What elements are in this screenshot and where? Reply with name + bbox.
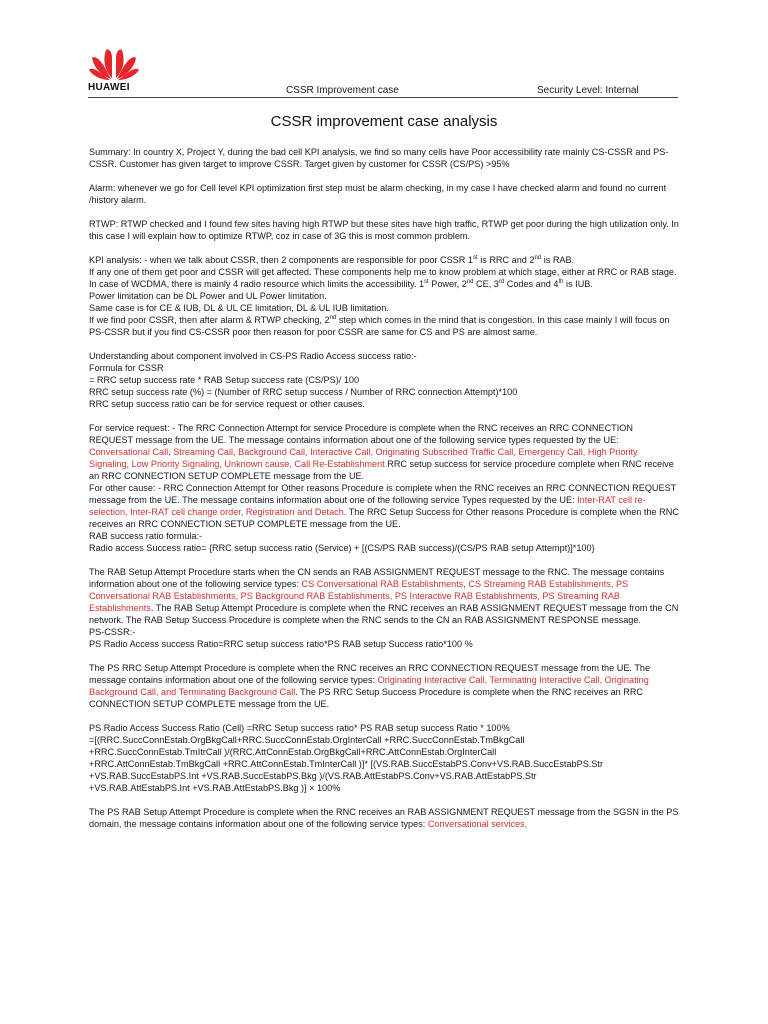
counter-line-2: =[(RRC.SuccConnEstab.OrgBkgCall+RRC.SuccConnEstab.OrgInterCall +RRC.SuccConnEstab.TmBkgCall <box>89 735 525 745</box>
kpi-line-2: If any one of them get poor and CSSR will get affected. These components help me to know problem at which stage, either at RRC or RAB stage. <box>89 267 677 277</box>
ps-rab-paragraph: The PS RAB Setup Attempt Procedure is complete when the RNC receives an RAB ASSIGNMENT REQUEST message from the SGSN in the PS domain, the message contains information about one of the following service types: Conversational services, <box>89 807 679 829</box>
document-title: CSSR improvement case analysis <box>270 113 498 130</box>
counter-line-3: +RRC.SuccConnEstab.TmItrCall )/(RRC.AttConnEstab.OrgBkgCall+RRC.AttConnEstab.OrgInterCall <box>89 747 497 757</box>
rab-formula-label: RAB success ratio formula:- <box>89 531 203 541</box>
page-header <box>0 0 768 100</box>
ps-cssr-label: PS-CSSR:- <box>89 627 136 637</box>
ps-rrc-paragraph: The PS RRC Setup Attempt Procedure is complete when the RNC receives an RRC CONNECTION REQUEST message from the UE. The message contains information about one of the following service types: Originating Interactive Call, Terminating Interactive Call, Originating Background Call, and Terminating Background Call. The PS RRC Setup Success Procedure is complete when the RNC receives an RRC CONNECTION SETUP COMPLETE message from the UE. <box>89 663 651 709</box>
kpi-line-3: In case of WCDMA, there is mainly 4 radio resource which limits the accessibility. 1st Power, 2nd CE, 3rd Codes and 4th is IUB. <box>89 278 593 289</box>
formula-line-4: RRC setup success rate (%) = (Number of RRC setup success / Number of RRC connection Attempt)*100 <box>89 387 518 397</box>
kpi-line-4: Power limitation can be DL Power and UL Power limitation. <box>89 291 327 301</box>
kpi-line-1: KPI analysis: - when we talk about CSSR, then 2 components are responsible for poor CSSR 1st is RRC and 2nd is RAB. <box>89 254 575 265</box>
service-request-paragraph: For service request: - The RRC Connection Attempt for service Procedure is complete when the RNC receives an RRC CONNECTION REQUEST message from the UE. The message contains information about one of the following service types requested by the UE: Conversational Call, Streaming Call, Background Call, Interactive Call, Originating Subscribed Traffic Call, Emergency Call, High Priority Signaling, Low Priority Signaling, Unknown cause, Call Re-Establishment.RRC setup success for service procedure complete when RNC receive an RRC CONNECTION SETUP COMPLETE message from the UE. <box>89 423 674 481</box>
rab-setup-paragraph: The RAB Setup Attempt Procedure starts when the CN sends an RAB ASSIGNMENT REQUEST message to the RNC. The message contains information about one of the following service types: CS Conversational RAB Establishments, CS Streaming RAB Establishments, PS Conversational RAB Establishments, PS Background RAB Establishments, PS Interactive RAB Establishments, PS Streaming RAB Establishments. The RAB Setup Attempt Procedure is complete when the RNC receives an RAB ASSIGNMENT REQUEST message from the CN network. The RAB Setup Success Procedure is complete when the RNC sends to the CN an RAB ASSIGNMENT RESPONSE message. <box>89 567 679 625</box>
header-doc-label: CSSR Improvement case <box>286 85 399 96</box>
summary-paragraph: Summary: In country X, Project Y, during the bad cell KPI analysis, we find so many cells have Poor accessibility rate mainly CS-CSSR and PS-CSSR. Customer has given target to improve CSSR. Target given by customer for CSSR (CS/PS) >95% <box>89 147 669 169</box>
ps-cssr-formula: PS Radio Access success Ratio=RRC setup success ratio*PS RAB setup Success ratio*100 % <box>89 639 473 649</box>
counter-line-1: PS Radio Access Success Ratio (Cell) =RRC Setup success ratio* PS RAB setup success Ratio * 100% <box>89 723 510 733</box>
counter-line-4: +RRC.AttConnEstab.TmBkgCall +RRC.AttConnEstab.TmInterCall )]* [(VS.RAB.SuccEstabPS.Conv+VS.RAB.SuccEstabPS.Str <box>89 759 603 769</box>
counter-line-5: +VS.RAB.SuccEstabPS.Int +VS.RAB.SuccEstabPS.Bkg )/(VS.RAB.AttEstabPS.Conv+VS.RAB.AttEstabPS.Str <box>89 771 537 781</box>
other-cause-paragraph: For other cause: - RRC Connection Attempt for Other reasons Procedure is complete when the RNC receives an RRC CONNECTION REQUEST message from the UE. The message contains information about one of the following service Types requested by the UE: Inter-RAT cell re-selection, Inter-RAT cell change order, Registration and Detach. The RRC Setup Success for Other reasons Procedure is complete when the RNC receives an RRC CONNECTION SETUP COMPLETE message from the UE. <box>89 483 679 529</box>
rtwp-paragraph: RTWP: RTWP checked and I found few sites having high RTWP but these sites have high traffic, RTWP get poor during the high utilization only. In this case I will explain how to optimize RTWP, coz in case of 3G this is most common problem. <box>89 219 679 241</box>
formula-line-1: Understanding about component involved in CS-PS Radio Access success ratio:- <box>89 351 417 361</box>
counter-line-6: +VS.RAB.AttEstabPS.Int +VS.RAB.AttEstabPS.Bkg )] × 100% <box>89 783 341 793</box>
formula-line-5: RRC setup success ratio can be for service request or other causes. <box>89 399 365 409</box>
logo-wordmark: HUAWEI <box>88 82 130 93</box>
formula-line-2: Formula for CSSR <box>89 363 164 373</box>
rab-formula: Radio access Success ratio= {RRC setup success ratio (Service) + [(CS/PS RAB success)/(CS/PS RAB setup Attempt)]*100} <box>89 543 595 553</box>
header-divider <box>88 97 678 98</box>
kpi-line-5: Same case is for CE & IUB, DL & UL CE limitation, DL & UL IUB limitation. <box>89 303 389 313</box>
alarm-paragraph: Alarm: whenever we go for Cell level KPI optimization first step must be alarm checking, in my case I have checked alarm and found no current /history alarm. <box>89 183 667 205</box>
kpi-line-6: If we find poor CSSR, then after alarm & RTWP checking, 2nd step which comes in the mind that is congestion. In this case mainly I will focus on PS-CSSR but if you find CS-CSSR poor then reason for poor CSSR are same for CS and PS are almost same. <box>89 314 670 337</box>
header-security-level: Security Level: Internal <box>537 85 639 96</box>
formula-line-3: = RRC setup success rate * RAB Setup success rate (CS/PS)/ 100 <box>89 375 360 385</box>
document-body <box>89 146 679 830</box>
